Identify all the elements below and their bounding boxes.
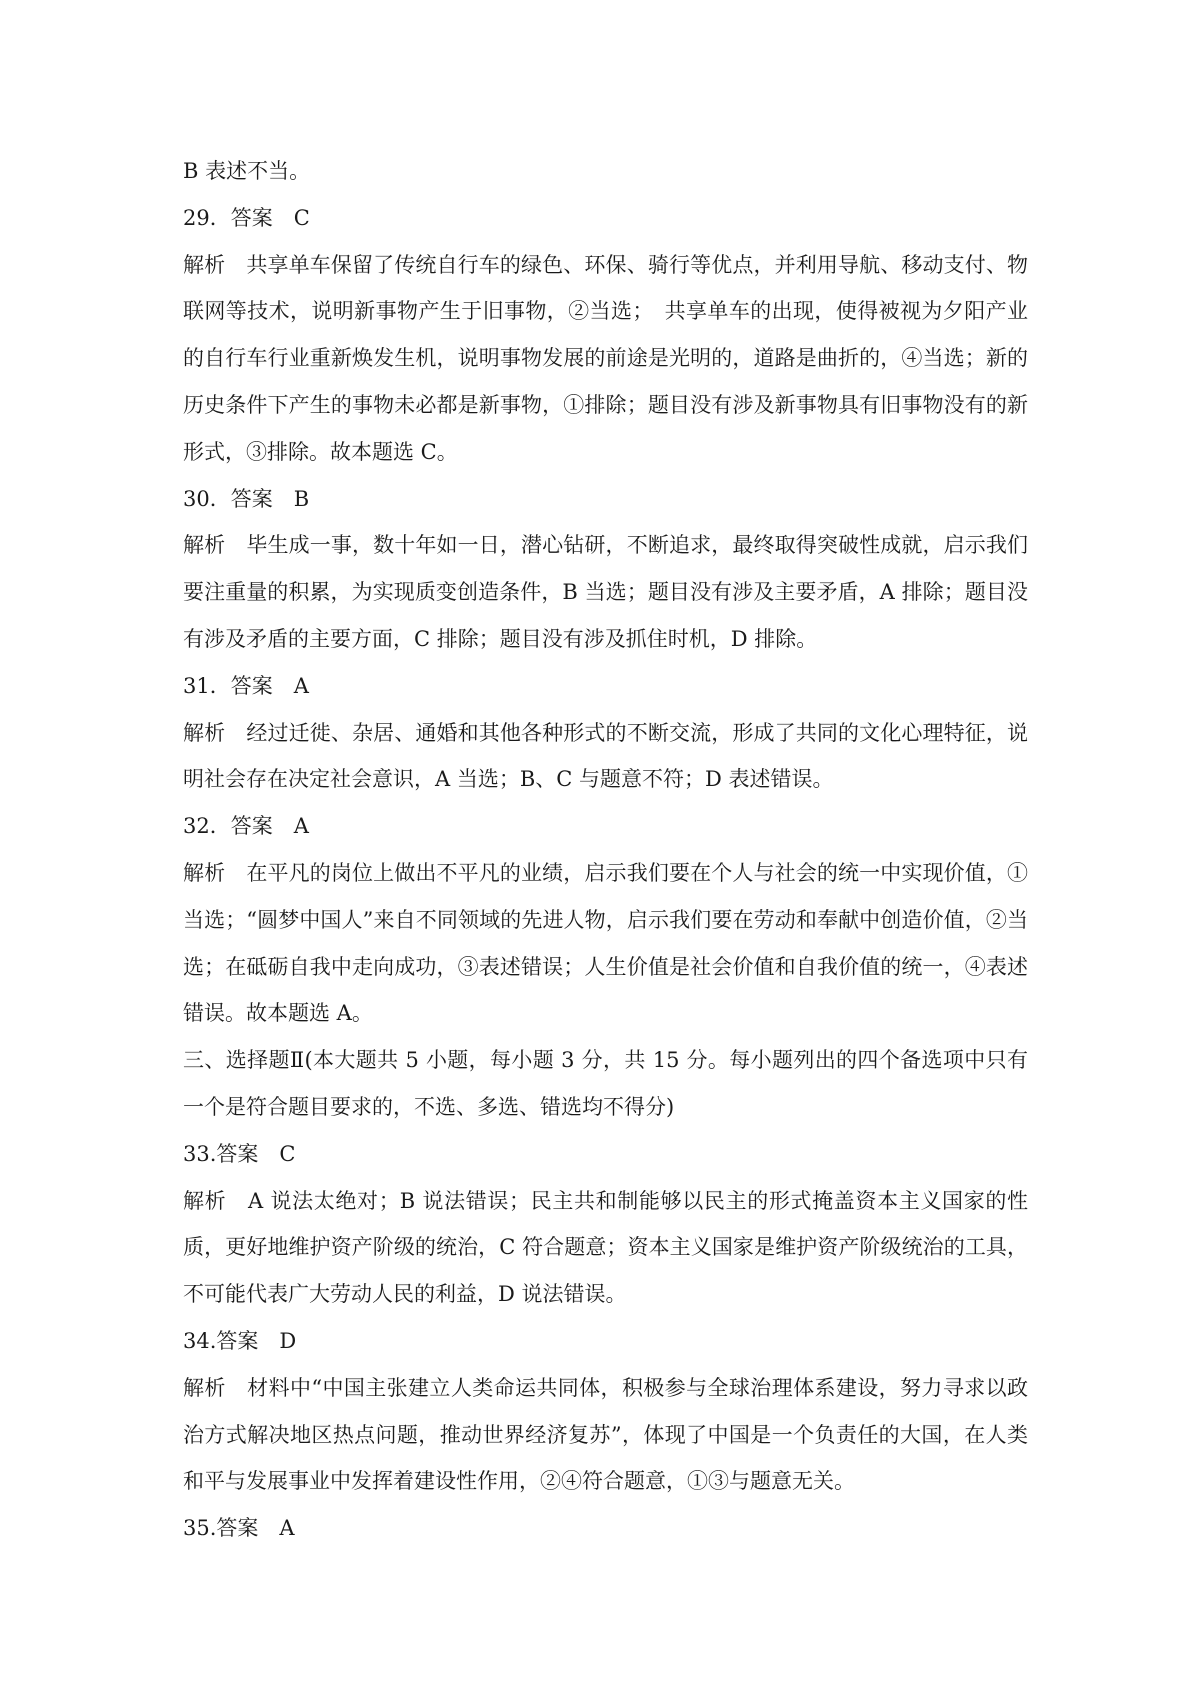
analysis-paragraph-33: 解析 A 说法太绝对；B 说法错误；民主共和制能够以民主的形式掩盖资本主义国家的性质，更好地维护资产阶级的统治，C 符合题意；资本主义国家是维护资产阶级统治的工具，不可能代表广大劳动人民的利益，D 说法错误。 [183,1188,1028,1307]
text-paragraph: B 表述不当。 [183,159,311,183]
section-heading: 三、选择题Ⅱ(本大题共 5 小题，每小题 3 分，共 15 分。每小题列出的四个备选项中只有一个是符合题目要求的，不选、多选、错选均不得分) [183,1048,1028,1119]
answer-heading-32: 32．答案 A [183,814,309,839]
analysis-paragraph-32: 解析 在平凡的岗位上做出不平凡的业绩，启示我们要在个人与社会的统一中实现价值，①当选；“圆梦中国人”来自不同领域的先进人物，启示我们要在劳动和奉献中创造价值，②当选；在砥砺自我中走向成功，③表述错误；人生价值是社会价值和自我价值的统一，④表述错误。故本题选 A。 [183,860,1028,1026]
answer-heading-30: 30．答案 B [183,486,310,511]
answer-heading-33: 33.答案 C [183,1141,296,1166]
analysis-paragraph-29: 解析 共享单车保留了传统自行车的绿色、环保、骑行等优点，并利用导航、移动支付、物联网等技术，说明新事物产生于旧事物，②当选； 共享单车的出现，使得被视为夕阳产业的自行车行业重新焕发生机，说明事物发展的前途是光明的，道路是曲折的，④当选；新的历史条件下产生的事物未必都是新事物，①排除；题目没有涉及新事物具有旧事物没有的新形式，③排除。故本题选 C。 [183,252,1028,464]
analysis-paragraph-30: 解析 毕生成一事，数十年如一日，潜心钻研，不断追求，最终取得突破性成就，启示我们要注重量的积累，为实现质变创造条件，B 当选；题目没有涉及主要矛盾，A 排除；题目没有涉及矛盾的主要方面，C 排除；题目没有涉及抓住时机，D 排除。 [183,533,1028,651]
answer-heading-29: 29．答案 C [183,205,310,230]
analysis-paragraph-31: 解析 经过迁徙、杂居、通婚和其他各种形式的不断交流，形成了共同的文化心理特征，说明社会存在决定社会意识，A 当选；B、C 与题意不符；D 表述错误。 [183,720,1028,792]
document-body [183,148,1028,1552]
answer-heading-34: 34.答案 D [183,1328,297,1353]
answer-heading-35: 35.答案 A [183,1516,295,1541]
analysis-paragraph-34: 解析 材料中“中国主张建立人类命运共同体，积极参与全球治理体系建设，努力寻求以政治方式解决地区热点问题，推动世界经济复苏”，体现了中国是一个负责任的大国，在人类和平与发展事业中发挥着建设性作用，②④符合题意，①③与题意无关。 [183,1375,1028,1494]
answer-heading-31: 31．答案 A [183,673,309,698]
